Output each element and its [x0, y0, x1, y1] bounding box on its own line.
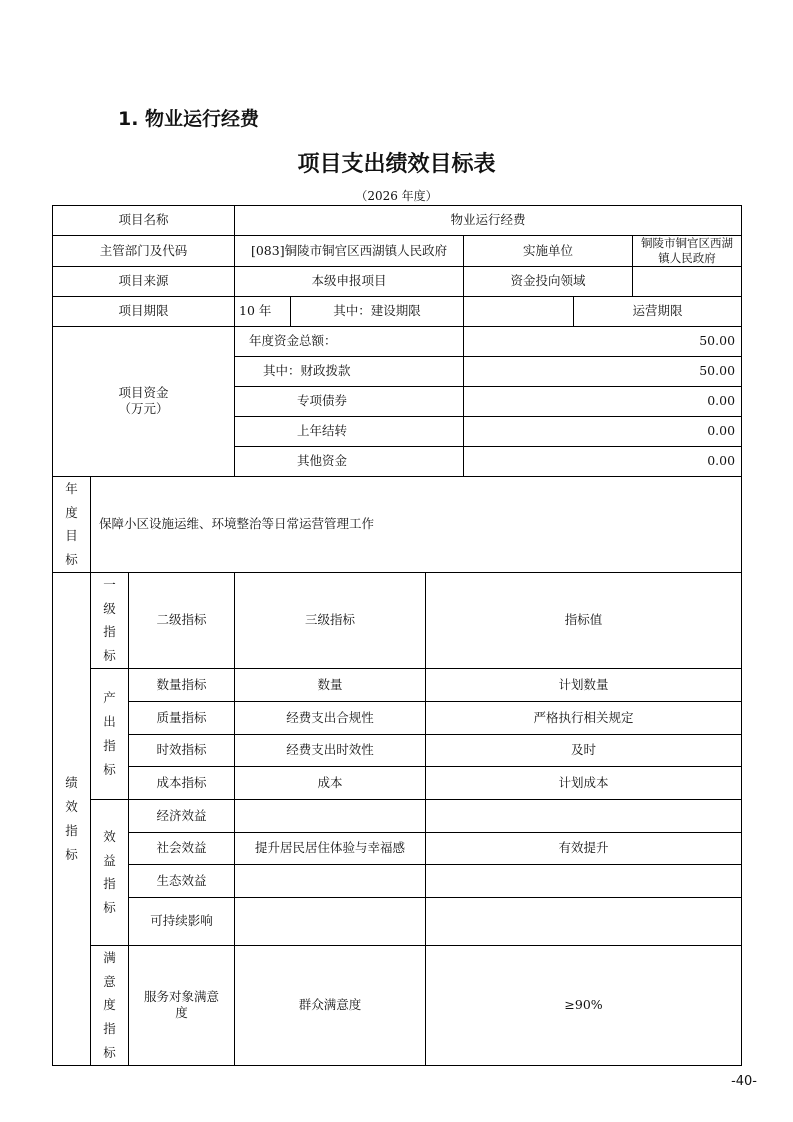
- label-char: 指: [65, 822, 78, 838]
- table-row: [53, 897, 742, 945]
- fund-item-label: 专项债券: [235, 386, 464, 416]
- label-char: 标: [103, 648, 116, 664]
- cell-label: 项目名称: [53, 206, 235, 236]
- fund-item-label: 其中：财政拨款: [235, 356, 464, 386]
- value-cell: [426, 897, 742, 945]
- table-row: [53, 799, 742, 832]
- cell-value: 物业运行经费: [235, 206, 742, 236]
- label-char: 满: [103, 949, 116, 965]
- level2-cell: 质量指标: [129, 701, 235, 734]
- level2-cell: 数量指标: [129, 668, 235, 701]
- funds-label-line: 项目资金: [118, 385, 169, 401]
- page-title: 项目支出绩效目标表: [297, 152, 496, 177]
- level3-cell: [235, 864, 426, 897]
- table-row: [53, 326, 742, 356]
- table-row: [53, 766, 742, 799]
- cell-label: 项目期限: [53, 296, 235, 326]
- cell-label: 资金投向领域: [464, 266, 633, 296]
- cell-label: 运营期限: [574, 296, 742, 326]
- label-char: 标: [65, 846, 78, 862]
- fund-item-value: 0.00: [464, 446, 742, 476]
- value-cell: 计划数量: [426, 668, 742, 701]
- fund-item-label: 其他资金: [235, 446, 464, 476]
- value-header: 指标值: [426, 572, 742, 668]
- table-row: [53, 572, 742, 668]
- label-char: 指: [103, 1021, 116, 1037]
- level2-cell: 经济效益: [129, 799, 235, 832]
- table-row: [53, 236, 742, 267]
- value-cell: ≥90%: [426, 945, 742, 1065]
- fund-item-value: 50.00: [464, 356, 742, 386]
- value-cell: [426, 799, 742, 832]
- level3-cell: [235, 799, 426, 832]
- cell-value: 本级申报项目: [235, 266, 464, 296]
- level2-cell: 成本指标: [129, 766, 235, 799]
- table-row: [53, 296, 742, 326]
- cell-label: 其中：建设期限: [291, 296, 464, 326]
- fund-item-label: 年度资金总额：: [235, 326, 464, 356]
- table-row: [53, 832, 742, 864]
- label-char: 绩: [65, 775, 78, 791]
- label-char: 效: [65, 799, 78, 814]
- cell-value: [464, 296, 574, 326]
- year-subtitle: （2026 年度）: [355, 189, 438, 203]
- level2-cell: 社会效益: [129, 832, 235, 864]
- label-char: 一: [103, 576, 116, 592]
- cell-value: [633, 266, 742, 296]
- label-char: 意: [103, 973, 116, 989]
- level2-cell: 生态效益: [129, 864, 235, 897]
- fund-item-value: 0.00: [464, 386, 742, 416]
- cell-label: 实施单位: [464, 236, 633, 267]
- cell-label: 主管部门及代码: [53, 236, 235, 267]
- level3-cell: 经费支出时效性: [235, 734, 426, 766]
- label-char: 产: [103, 690, 116, 706]
- level2-cell: 可持续影响: [129, 897, 235, 945]
- label-char: 标: [103, 900, 116, 916]
- table-row: [53, 701, 742, 734]
- table-row: [53, 206, 742, 236]
- perf-label: [53, 572, 91, 1065]
- label-char: 标: [103, 761, 116, 777]
- value-cell: 严格执行相关规定: [426, 701, 742, 734]
- value-cell: 及时: [426, 734, 742, 766]
- annual-goal-label: [53, 476, 91, 572]
- level2-cell: 服务对象满意度: [129, 945, 235, 1065]
- table-row: [53, 476, 742, 572]
- level3-cell: 提升居民居住体验与幸福感: [235, 832, 426, 864]
- performance-table: [52, 205, 742, 1066]
- label-char: 目: [65, 528, 78, 544]
- funds-label-unit: （万元）: [118, 401, 169, 417]
- label-char: 标: [103, 1044, 116, 1060]
- benefit-indicator-label: [91, 799, 129, 945]
- level3-cell: 数量: [235, 668, 426, 701]
- page-number: -40-: [731, 1074, 757, 1089]
- level1-header: [91, 572, 129, 668]
- level3-cell: [235, 897, 426, 945]
- annual-goal-text: 保障小区设施运维、环境整治等日常运营管理工作: [91, 476, 742, 572]
- label-char: 标: [65, 552, 78, 568]
- label-char: 指: [103, 876, 116, 892]
- table-row: [53, 668, 742, 701]
- table-row: [53, 864, 742, 897]
- label-char: 年: [65, 480, 78, 496]
- level3-header: 三级指标: [235, 572, 426, 668]
- label-char: 级: [103, 600, 116, 616]
- fund-item-label: 上年结转: [235, 416, 464, 446]
- label-char: 度: [103, 997, 116, 1013]
- satisfaction-indicator-label: [91, 945, 129, 1065]
- table-row: [53, 734, 742, 766]
- funds-label: [53, 326, 235, 476]
- table-row: [53, 266, 742, 296]
- label-char: 益: [103, 852, 116, 868]
- value-cell: [426, 864, 742, 897]
- label-char: 指: [103, 737, 116, 753]
- fund-item-value: 50.00: [464, 326, 742, 356]
- level3-cell: 经费支出合规性: [235, 701, 426, 734]
- label-char: 指: [103, 624, 116, 640]
- label-char: 度: [65, 504, 78, 520]
- level3-cell: 群众满意度: [235, 945, 426, 1065]
- cell-value: 铜陵市铜官区西湖镇人民政府: [633, 236, 742, 267]
- level2-cell: 时效指标: [129, 734, 235, 766]
- level2-header: 二级指标: [129, 572, 235, 668]
- level3-cell: 成本: [235, 766, 426, 799]
- value-cell: 有效提升: [426, 832, 742, 864]
- label-char: 效: [103, 828, 116, 844]
- cell-label: 项目来源: [53, 266, 235, 296]
- output-indicator-label: [91, 668, 129, 799]
- label-char: 出: [103, 714, 116, 730]
- section-title: 1. 物业运行经费: [118, 108, 260, 130]
- value-cell: 计划成本: [426, 766, 742, 799]
- cell-value: 10 年: [235, 296, 291, 326]
- cell-value: [083]铜陵市铜官区西湖镇人民政府: [235, 236, 464, 267]
- table-row: [53, 945, 742, 1065]
- fund-item-value: 0.00: [464, 416, 742, 446]
